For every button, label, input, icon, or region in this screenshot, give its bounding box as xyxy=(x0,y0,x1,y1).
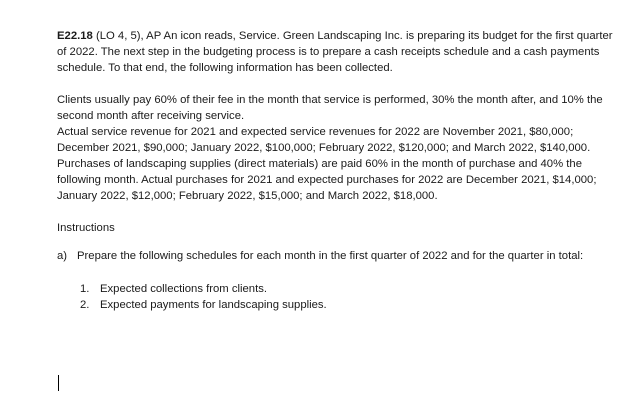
exercise-paragraph xyxy=(57,28,623,76)
part-a-marker: a) xyxy=(57,250,68,262)
schedule-list xyxy=(57,281,623,313)
list-item-number: 1. xyxy=(80,283,90,295)
list-item-text: Expected payments for landscaping supplies. xyxy=(100,299,327,311)
exercise-intro: (LO 4, 5), AP An icon reads, Service. Green Landscaping Inc. is preparing its budget for the first quarter of 2022. The next step in the budgeting process is to prepare a cash receipts schedule and a cash payments schedule. To that end, the following information has been collected. xyxy=(57,30,613,74)
purchases-paragraph: Purchases of landscaping supplies (direct materials) are paid 60% in the month of purchase and 40% the following month. Actual purchases for 2021 and expected purchases for 2022 are December 2021, $14,000; January 2022, $12,000; February 2022, $15,000; and March 2022, $18,000. xyxy=(57,158,597,202)
list-item-text: Expected collections from clients. xyxy=(100,283,268,295)
clients-paragraph: Clients usually pay 60% of their fee in the month that service is performed, 30% the month after, and 10% the second month after receiving service. xyxy=(57,94,603,122)
list-item xyxy=(80,281,623,297)
paragraph-gap xyxy=(57,76,623,92)
list-item xyxy=(80,297,623,313)
exercise-label: E22.18 xyxy=(57,30,93,42)
document-body xyxy=(57,28,623,313)
part-a-text: Prepare the following schedules for each month in the first quarter of 2022 and for the quarter in total: xyxy=(77,250,584,262)
instructions-heading: Instructions xyxy=(57,222,115,234)
part-a xyxy=(57,248,623,264)
text-cursor[interactable] xyxy=(58,375,59,391)
list-item-number: 2. xyxy=(80,299,90,311)
revenue-paragraph: Actual service revenue for 2021 and expected service revenues for 2022 are November 2021, $80,000; December 2021, $90,000; January 2022, $100,000; February 2022, $120,000; and March 2022, $140,000. xyxy=(57,126,591,154)
